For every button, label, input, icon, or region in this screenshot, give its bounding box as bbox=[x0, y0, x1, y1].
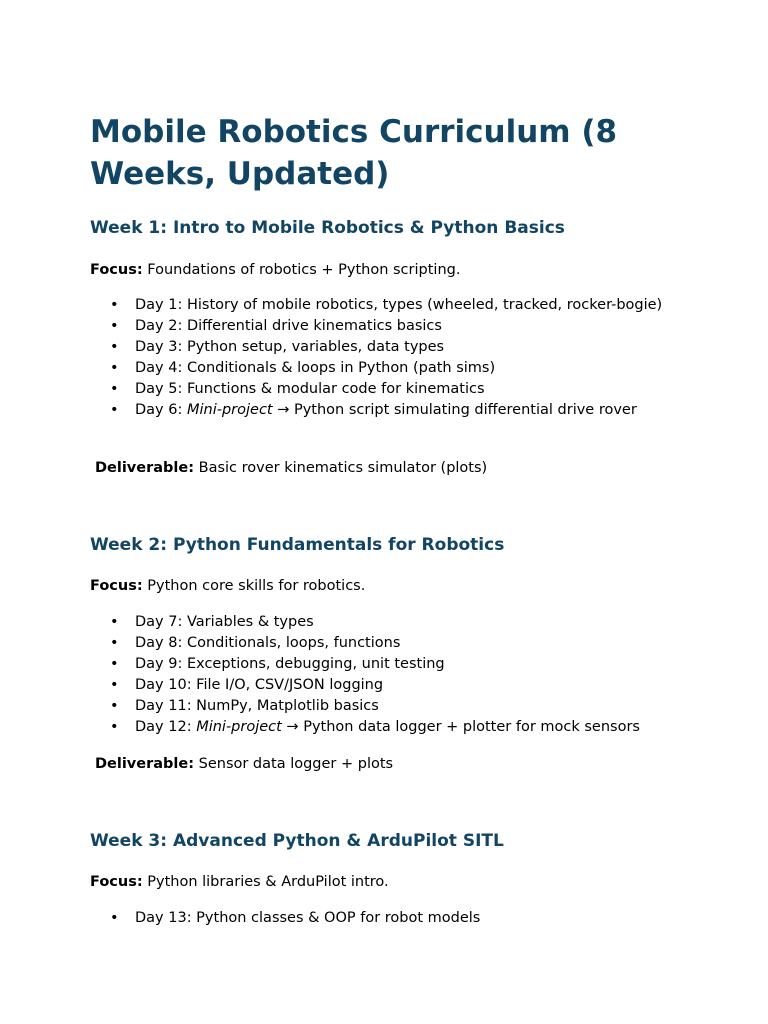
bullet-icon: • bbox=[110, 297, 119, 313]
list-item bbox=[90, 654, 675, 675]
day-prefix: Day 12: bbox=[135, 719, 197, 735]
day-text: Day 7: Variables & types bbox=[135, 614, 314, 630]
deliverable-label: Deliverable: bbox=[95, 460, 195, 476]
mini-project-label: Mini-project bbox=[196, 719, 282, 735]
day-text: Day 2: Differential drive kinematics basics bbox=[135, 318, 442, 334]
mini-project-label: Mini-project bbox=[186, 402, 273, 418]
bullet-icon: • bbox=[110, 698, 119, 714]
week-3-day-list bbox=[90, 908, 675, 929]
list-item bbox=[90, 675, 675, 696]
bullet-icon: • bbox=[110, 614, 119, 630]
deliverable-text: Sensor data logger + plots bbox=[194, 756, 394, 772]
bullet-icon: • bbox=[110, 656, 119, 672]
day-suffix: → Python data logger + plotter for mock sensors bbox=[281, 719, 640, 735]
day-prefix: Day 6: bbox=[135, 402, 187, 418]
day-text: Day 13: Python classes & OOP for robot models bbox=[135, 910, 481, 926]
day-text: Day 9: Exceptions, debugging, unit testing bbox=[135, 656, 445, 672]
week-2-deliverable bbox=[95, 754, 393, 774]
day-text: Day 10: File I/O, CSV/JSON logging bbox=[135, 677, 384, 693]
day-text: Day 8: Conditionals, loops, functions bbox=[135, 635, 401, 651]
list-item bbox=[90, 379, 675, 400]
week-1-deliverable bbox=[95, 458, 487, 478]
day-text: Day 1: History of mobile robotics, types (wheeled, tracked, rocker-bogie) bbox=[135, 297, 663, 313]
list-item bbox=[90, 358, 675, 379]
day-suffix: → Python script simulating differential drive rover bbox=[272, 402, 637, 418]
bullet-icon: • bbox=[110, 360, 119, 376]
week-1-focus bbox=[90, 260, 460, 280]
bullet-icon: • bbox=[110, 339, 119, 355]
week-3-heading: Week 3: Advanced Python & ArduPilot SITL bbox=[90, 831, 504, 851]
focus-text: Python libraries & ArduPilot intro. bbox=[142, 874, 389, 890]
bullet-icon: • bbox=[110, 677, 119, 693]
day-text: Day 11: NumPy, Matplotlib basics bbox=[135, 698, 379, 714]
week-2-day-list bbox=[90, 612, 675, 738]
week-3-focus bbox=[90, 872, 389, 892]
deliverable-label: Deliverable: bbox=[95, 756, 195, 772]
focus-label: Focus: bbox=[90, 578, 143, 594]
day-text: Day 5: Functions & modular code for kinematics bbox=[135, 381, 485, 397]
bullet-icon: • bbox=[110, 381, 119, 397]
week-2-heading: Week 2: Python Fundamentals for Robotics bbox=[90, 535, 505, 555]
focus-text: Python core skills for robotics. bbox=[142, 578, 366, 594]
day-text: Day 3: Python setup, variables, data types bbox=[135, 339, 445, 355]
list-item bbox=[90, 612, 675, 633]
focus-text: Foundations of robotics + Python scripting. bbox=[142, 262, 461, 278]
list-item bbox=[90, 633, 675, 654]
week-2-focus bbox=[90, 576, 365, 596]
bullet-icon: • bbox=[110, 910, 119, 926]
focus-label: Focus: bbox=[90, 874, 143, 890]
list-item bbox=[90, 400, 675, 421]
week-1-day-list bbox=[90, 295, 675, 421]
bullet-icon: • bbox=[110, 318, 119, 334]
list-item bbox=[90, 295, 675, 316]
bullet-icon: • bbox=[110, 635, 119, 651]
bullet-icon: • bbox=[110, 719, 119, 735]
week-1-heading: Week 1: Intro to Mobile Robotics & Python Basics bbox=[90, 218, 565, 238]
list-item bbox=[90, 337, 675, 358]
list-item bbox=[90, 696, 675, 717]
list-item bbox=[90, 908, 675, 929]
list-item bbox=[90, 316, 675, 337]
focus-label: Focus: bbox=[90, 262, 143, 278]
deliverable-text: Basic rover kinematics simulator (plots) bbox=[194, 460, 488, 476]
bullet-icon: • bbox=[110, 402, 119, 418]
page-title: Mobile Robotics Curriculum (8 Weeks, Updated) bbox=[90, 114, 618, 192]
day-text: Day 4: Conditionals & loops in Python (path sims) bbox=[135, 360, 496, 376]
list-item bbox=[90, 717, 675, 738]
